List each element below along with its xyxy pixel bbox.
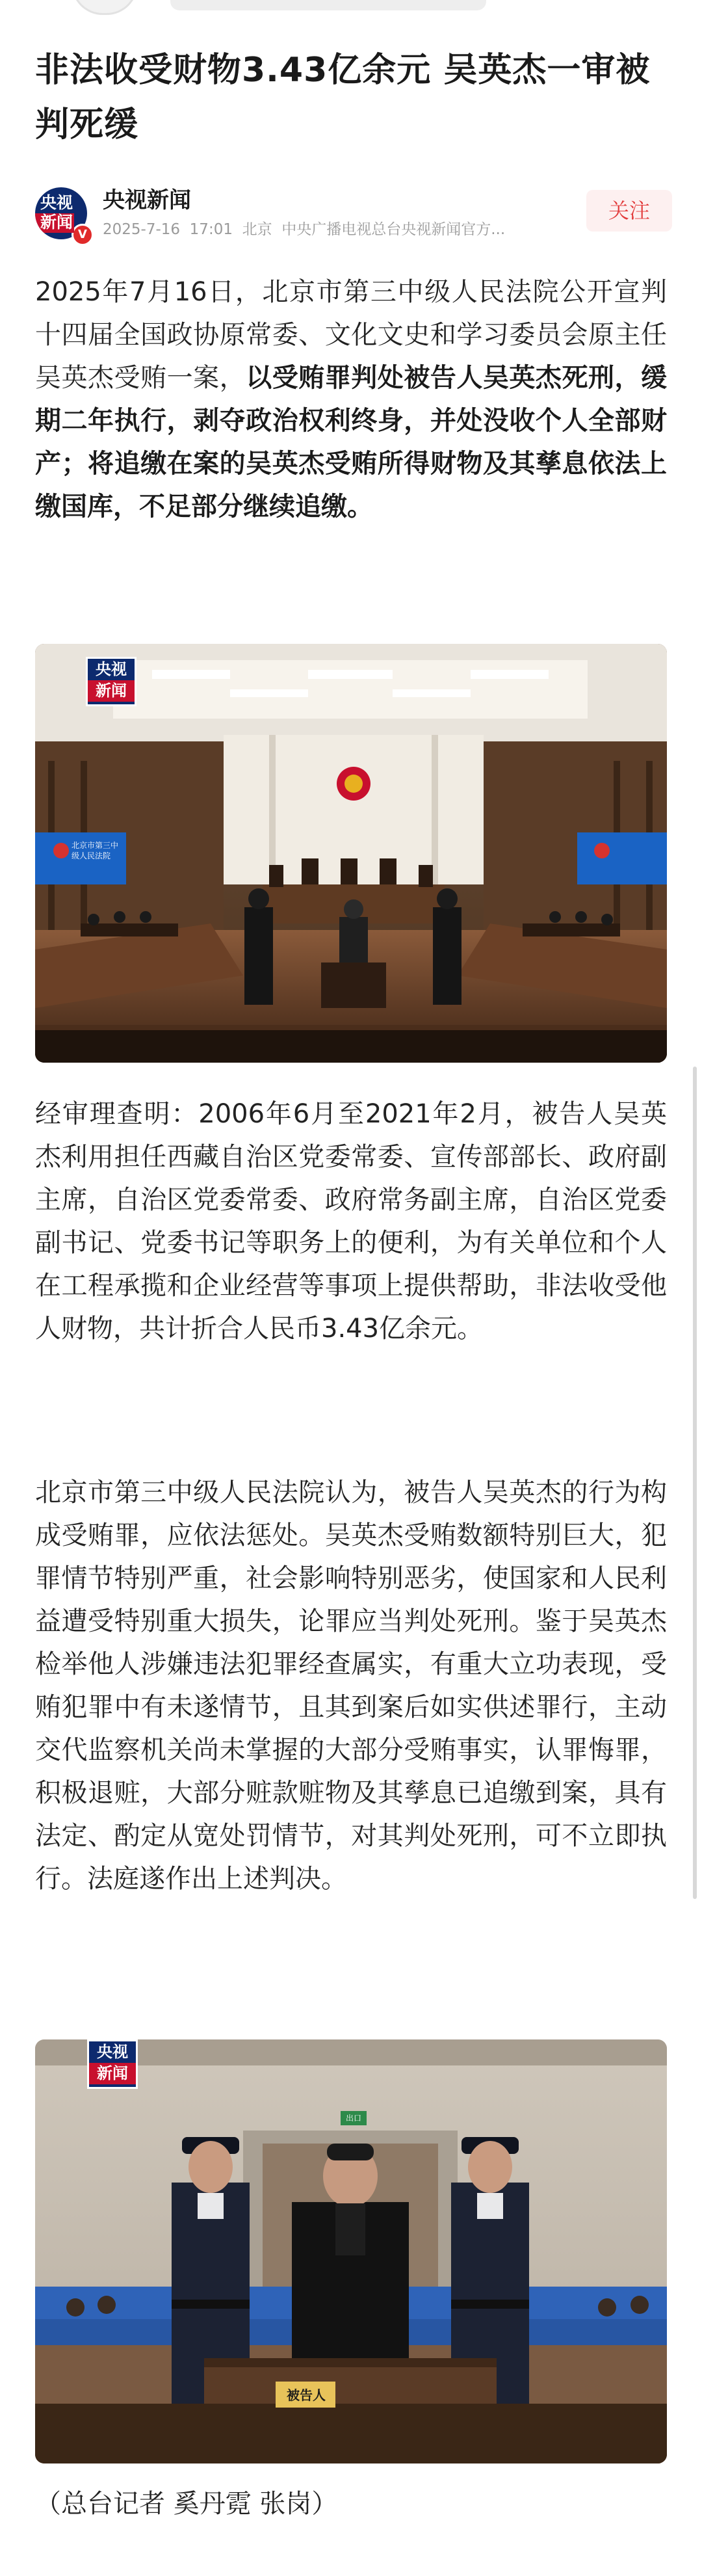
courtroom-wide-image bbox=[35, 644, 667, 1063]
scrollbar[interactable] bbox=[693, 1067, 697, 1899]
follow-button[interactable]: 关注 bbox=[586, 190, 672, 232]
watermark-line-1: 央视 bbox=[96, 660, 127, 678]
source-org: 中央广播电视总台央视新闻官方... bbox=[281, 221, 506, 238]
watermark-line-2: 新闻 bbox=[88, 680, 135, 702]
photo-watermark-logo-2 bbox=[87, 2039, 138, 2089]
paragraph-1 bbox=[35, 271, 667, 528]
source-meta bbox=[103, 220, 584, 239]
article-title: 非法收受财物3.43亿余元 吴英杰一审被判死缓 bbox=[35, 51, 651, 144]
source-row bbox=[35, 186, 672, 245]
watermark-line-2b: 新闻 bbox=[89, 2063, 136, 2084]
publish-location: 北京 bbox=[242, 221, 272, 238]
logo-line-1: 央视 bbox=[40, 193, 73, 212]
verified-badge-icon: V bbox=[72, 224, 94, 246]
paragraph-1-bold: 以受贿罪判处被告人吴英杰死刑，缓期二年执行，剥夺政治权利终身，并处没收个人全部财产；将追缴在案的吴英杰受贿所得财物及其孳息依法上缴国库，不足部分继续追缴。 bbox=[35, 363, 668, 522]
defendant-image bbox=[35, 2039, 667, 2463]
top-bar-remnant bbox=[0, 0, 702, 17]
courtroom-photo[interactable] bbox=[35, 644, 667, 1063]
defendant-photo[interactable] bbox=[35, 2039, 667, 2463]
photo-watermark-logo bbox=[86, 657, 136, 706]
exit-sign: 出口 bbox=[345, 2114, 361, 2123]
avatar-icon bbox=[72, 0, 138, 15]
screen-text-left: 北京市第三中级人民法院 bbox=[72, 841, 119, 860]
paragraph-2: 经审理查明：2006年6月至2021年2月，被告人吴英杰利用担任西藏自治区党委常委、宣传部部长、政府副主席，自治区党委常委、政府常务副主席，自治区党委副书记、党委书记等职务上的便利，为有关单位和个人在工程承揽和企业经营等事项上提供帮助，非法收受他人财物，共计折合人民币3.43亿余元。 bbox=[35, 1099, 667, 1344]
photo-caption: （总台记者 奚丹霓 张岗） bbox=[35, 2489, 338, 2519]
paragraph-1-lead: 2025年7月16日，北京市第三中级人民法院公开宣判十四届全国政协原常委、文化文史和学习委员会原主任吴英杰受贿一案， bbox=[35, 277, 667, 393]
publish-time: 17:01 bbox=[189, 221, 233, 238]
publish-date: 2025-7-16 bbox=[103, 221, 181, 238]
watermark-line-1b: 央视 bbox=[97, 2043, 128, 2061]
defendant-placard: 被告人 bbox=[287, 2387, 326, 2403]
paragraph-3: 北京市第三中级人民法院认为，被告人吴英杰的行为构成受贿罪，应依法惩处。吴英杰受贿数额特别巨大，犯罪情节特别严重，社会影响特别恶劣，使国家和人民利益遭受特别重大损失，论罪应当判处死刑。鉴于吴英杰检举他人涉嫌违法犯罪经查属实，有重大立功表现，受贿犯罪中有未遂情节，且其到案后如实供述罪行，主动交代监察机关尚未掌握的大部分受贿事实，认罪悔罪，积极退赃，大部分赃款赃物及其孳息已追缴到案，具有法定、酌定从宽处罚情节，对其判处死刑，可不立即执行。法庭遂作出上述判决。 bbox=[35, 1478, 667, 1894]
logo-line-2: 新闻 bbox=[40, 213, 73, 232]
search-pill[interactable] bbox=[170, 0, 486, 10]
source-name[interactable]: 央视新闻 bbox=[103, 187, 191, 213]
